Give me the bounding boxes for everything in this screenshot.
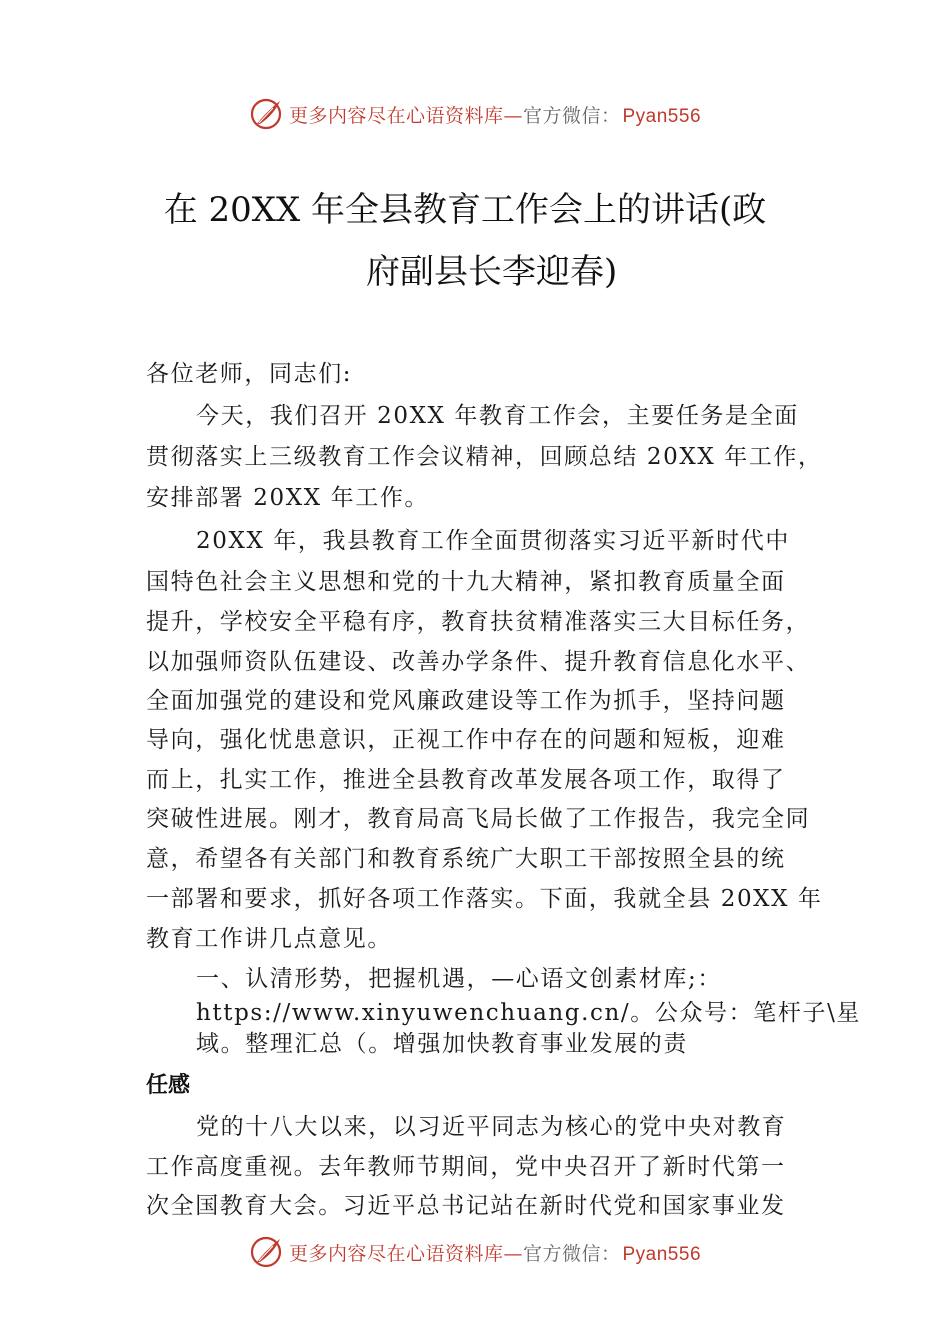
paragraph-2-line: 导向，强化忧患意识，正视工作中存在的问题和短板，迎难 <box>146 727 786 753</box>
paragraph-3-line: 次全国教育大会。习近平总书记站在新时代党和国家事业发 <box>146 1193 786 1219</box>
paragraph-3-line: 党的十八大以来，以习近平同志为核心的党中央对教育 <box>196 1114 787 1140</box>
feather-pen-logo-icon <box>249 96 285 132</box>
section-1-heading-tail: 任感 <box>146 1073 191 1098</box>
section-1-heading-line: https://www.xinyuwenchuang.cn/。公众号：笔杆子\星 <box>196 1000 862 1026</box>
top-watermark-banner <box>0 92 950 136</box>
paragraph-2-line: 提升，学校安全平稳有序，教育扶贫精准落实三大目标任务， <box>146 609 811 635</box>
paragraph-2-line: 以加强师资队伍建设、改善办学条件、提升教育信息化水平、 <box>146 649 811 675</box>
paragraph-2-line: 全面加强党的建设和党风廉政建设等工作为抓手，坚持问题 <box>146 688 786 714</box>
bottom-watermark-banner <box>0 1230 950 1274</box>
banner-account: Pyan556 <box>622 105 702 127</box>
document-title-line-2: 府副县长李迎春) <box>366 252 618 292</box>
paragraph-2-line: 突破性进展。刚才，教育局高飞局长做了工作报告，我完全同 <box>146 806 811 832</box>
salutation: 各位老师，同志们: <box>146 361 353 387</box>
banner-label: 官方微信： <box>522 104 621 127</box>
paragraph-2-line: 而上，扎实工作，推进全县教育改革发展各项工作，取得了 <box>146 767 786 793</box>
paragraph-2-line: 一部署和要求，抓好各项工作落实。下面，我就全县 20XX 年 <box>146 886 823 912</box>
banner-dash: — <box>503 1242 523 1265</box>
paragraph-3-line: 工作高度重视。去年教师节期间，党中央召开了新时代第一 <box>146 1154 786 1180</box>
banner-main-text: 更多内容尽在心语资料库 <box>288 1242 504 1265</box>
paragraph-1-line: 今天，我们召开 20XX 年教育工作会，主要任务是全面 <box>196 403 799 429</box>
banner-account: Pyan556 <box>622 1243 702 1265</box>
section-1-heading-line: 域。整理汇总（。增强加快教育事业发展的责 <box>196 1031 688 1057</box>
document-title-line-1: 在 20XX 年全县教育工作会上的讲话(政 <box>163 190 767 230</box>
paragraph-2-line: 意，希望各有关部门和教育系统广大职工干部按照全县的统 <box>146 846 786 872</box>
banner-main-text: 更多内容尽在心语资料库 <box>288 104 504 127</box>
paragraph-2-line: 国特色社会主义思想和党的十九大精神，紧扣教育质量全面 <box>146 569 786 595</box>
paragraph-1-line: 贯彻落实上三级教育工作会议精神，回顾总结 20XX 年工作， <box>146 444 823 470</box>
feather-pen-logo-icon <box>249 1234 285 1270</box>
paragraph-2-line: 20XX 年，我县教育工作全面贯彻落实习近平新时代中 <box>196 528 790 554</box>
banner-dash: — <box>503 104 523 127</box>
section-1-heading-line: 一、认清形势，把握机遇，—心语文创素材库;： <box>196 966 722 992</box>
paragraph-1-line: 安排部署 20XX 年工作。 <box>146 485 430 511</box>
banner-label: 官方微信： <box>522 1242 621 1265</box>
paragraph-2-line: 教育工作讲几点意见。 <box>146 926 392 952</box>
